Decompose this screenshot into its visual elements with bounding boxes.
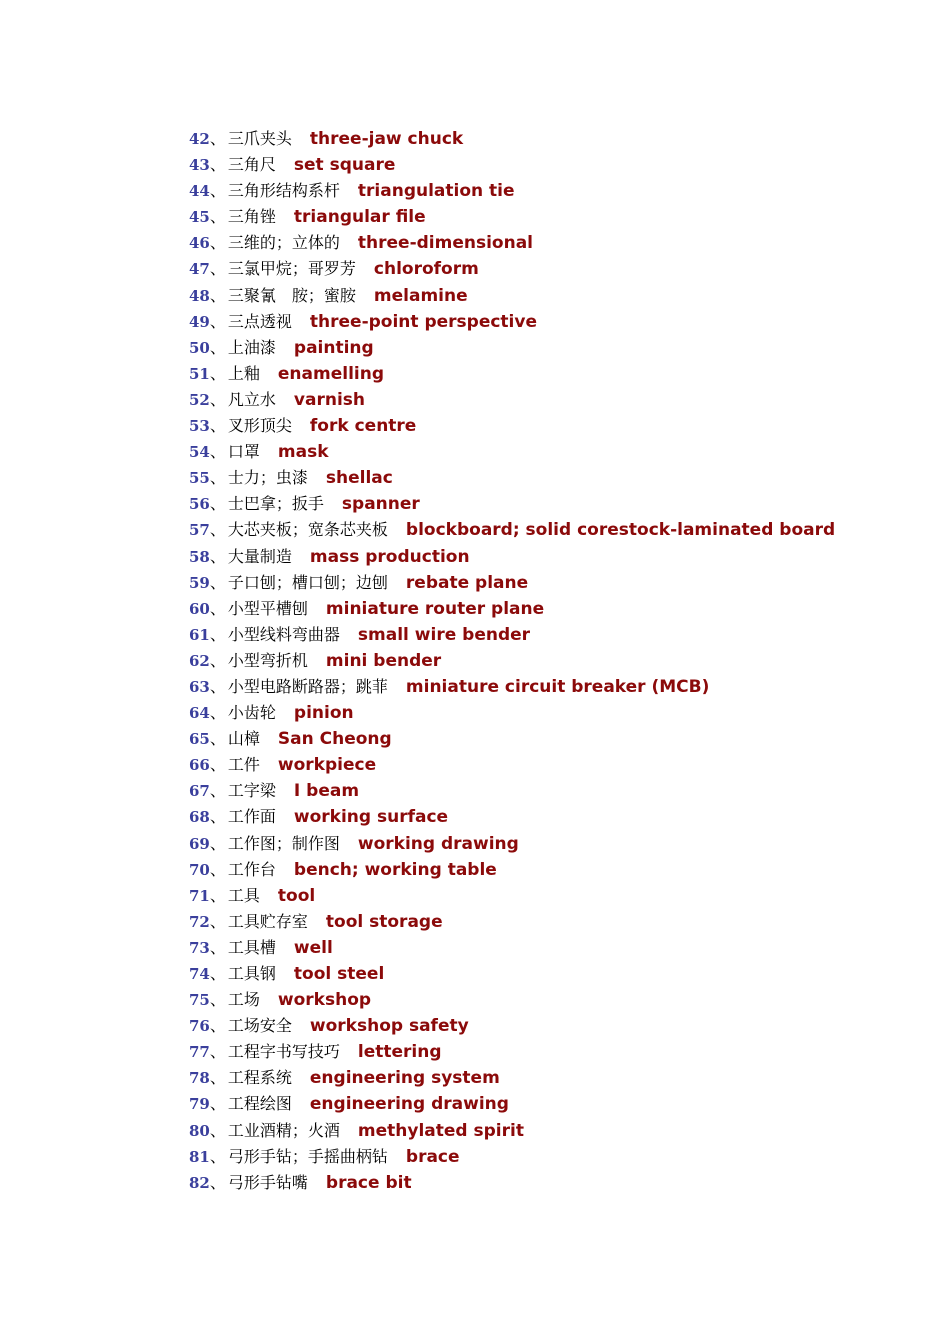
glossary-entry: [189, 987, 929, 1013]
entry-english-term: pinion: [293, 703, 354, 724]
entry-separator: 、: [209, 807, 226, 827]
entry-chinese-term: 上油漆: [227, 337, 276, 357]
glossary-entry: [189, 1118, 929, 1144]
glossary-entry: [189, 335, 929, 361]
entry-english-term: three-dimensional: [357, 233, 534, 254]
entry-english-term: blockboard; solid corestock-laminated board: [405, 520, 836, 541]
entry-chinese-term: 工场安全: [227, 1016, 292, 1036]
glossary-entry: [189, 1039, 929, 1065]
entry-chinese-term: 三聚氰 胺；蜜胺: [227, 285, 356, 305]
glossary-entry: [189, 935, 929, 961]
entry-english-term: mass production: [309, 546, 470, 567]
entry-number: 60: [189, 599, 210, 618]
entry-separator: 、: [209, 337, 226, 357]
entry-english-term: working surface: [293, 807, 449, 828]
entry-number: 58: [189, 547, 210, 566]
entry-chinese-term: 三爪夹头: [227, 129, 292, 148]
entry-number: 74: [189, 965, 210, 983]
glossary-entry: [189, 1091, 929, 1117]
entry-separator: 、: [209, 1146, 226, 1166]
glossary-entry: [189, 309, 929, 335]
entry-english-term: working drawing: [357, 833, 519, 854]
entry-number: 53: [189, 417, 210, 436]
entry-chinese-term: 大量制造: [227, 546, 292, 566]
entry-separator: 、: [209, 494, 226, 514]
entry-english-term: workshop safety: [309, 1016, 469, 1037]
entry-english-term: miniature router plane: [325, 598, 545, 619]
entry-english-term: shellac: [325, 468, 393, 489]
entry-chinese-term: 工场: [227, 990, 260, 1010]
glossary-entry: [189, 961, 929, 987]
entry-number: 52: [189, 390, 210, 409]
entry-separator: 、: [209, 755, 226, 775]
glossary-entry: [189, 465, 929, 491]
glossary-entry: [189, 230, 929, 256]
entry-number: 44: [189, 182, 210, 201]
glossary-entry: [189, 857, 929, 883]
glossary-entry: [189, 152, 929, 178]
entry-separator: 、: [209, 729, 226, 749]
entry-number: 78: [189, 1069, 210, 1088]
entry-separator: 、: [209, 781, 226, 801]
glossary-entry: [189, 909, 929, 935]
entry-number: 56: [189, 495, 210, 514]
entry-chinese-term: 小型弯折机: [227, 650, 308, 670]
entry-chinese-term: 三角形结构系杆: [227, 181, 340, 201]
glossary-entry: [189, 361, 929, 387]
entry-separator: 、: [209, 155, 226, 175]
entry-chinese-term: 山樟: [227, 729, 260, 749]
entry-english-term: three-jaw chuck: [309, 129, 464, 149]
entry-separator: 、: [209, 911, 226, 931]
glossary-entry: [189, 752, 929, 778]
glossary-list: [189, 126, 929, 1196]
entry-chinese-term: 上釉: [227, 363, 260, 383]
entry-number: 45: [189, 208, 210, 227]
entry-number: 81: [189, 1147, 210, 1166]
glossary-entry: [189, 517, 929, 543]
glossary-entry: [189, 1170, 929, 1196]
entry-number: 51: [189, 364, 210, 383]
entry-separator: 、: [209, 1094, 226, 1114]
glossary-entry: [189, 883, 929, 909]
entry-separator: 、: [209, 520, 226, 540]
entry-english-term: tool storage: [325, 911, 443, 932]
glossary-entry: [189, 570, 929, 596]
glossary-entry: [189, 283, 929, 309]
glossary-entry: [189, 491, 929, 517]
entry-chinese-term: 工作台: [227, 859, 276, 879]
entry-number: 64: [189, 704, 210, 723]
entry-separator: 、: [209, 129, 226, 148]
entry-number: 47: [189, 260, 210, 279]
entry-english-term: San Cheong: [277, 729, 392, 750]
entry-chinese-term: 三氯甲烷；哥罗芳: [227, 259, 356, 279]
entry-chinese-term: 工作面: [227, 807, 276, 827]
entry-english-term: brace bit: [325, 1172, 412, 1193]
entry-number: 82: [189, 1173, 210, 1192]
glossary-entry: [189, 1013, 929, 1039]
entry-english-term: workshop: [277, 990, 372, 1011]
entry-chinese-term: 三点透视: [227, 311, 292, 331]
entry-english-term: mask: [277, 442, 329, 463]
entry-separator: 、: [209, 442, 226, 462]
glossary-entry: [189, 1144, 929, 1170]
entry-separator: 、: [209, 964, 226, 983]
entry-number: 66: [189, 756, 210, 775]
entry-english-term: enamelling: [277, 363, 385, 384]
entry-number: 69: [189, 834, 210, 853]
entry-chinese-term: 小型平槽刨: [227, 598, 308, 618]
entry-number: 61: [189, 625, 210, 644]
entry-separator: 、: [209, 703, 226, 723]
entry-chinese-term: 士力；虫漆: [227, 468, 308, 488]
entry-chinese-term: 工程绘图: [227, 1094, 292, 1114]
entry-separator: 、: [209, 363, 226, 383]
entry-number: 63: [189, 677, 210, 696]
entry-number: 59: [189, 573, 210, 592]
entry-english-term: rebate plane: [405, 572, 529, 593]
entry-separator: 、: [209, 833, 226, 853]
entry-number: 68: [189, 808, 210, 827]
glossary-entry: [189, 413, 929, 439]
entry-english-term: mini bender: [325, 650, 442, 671]
glossary-entry: [189, 778, 929, 804]
entry-number: 71: [189, 886, 210, 905]
glossary-entry: [189, 178, 929, 204]
entry-number: 54: [189, 443, 210, 462]
entry-chinese-term: 三角尺: [227, 155, 276, 175]
glossary-entry: [189, 126, 929, 152]
entry-separator: 、: [209, 1042, 226, 1062]
entry-number: 46: [189, 234, 210, 253]
glossary-entry: [189, 596, 929, 622]
entry-chinese-term: 凡立水: [227, 389, 276, 409]
entry-chinese-term: 小齿轮: [227, 703, 276, 723]
entry-english-term: workpiece: [277, 755, 377, 776]
entry-chinese-term: 工作图；制作图: [227, 833, 340, 853]
entry-separator: 、: [209, 259, 226, 279]
entry-separator: 、: [209, 624, 226, 644]
glossary-entry: [189, 1065, 929, 1091]
entry-separator: 、: [209, 181, 226, 201]
entry-separator: 、: [209, 311, 226, 331]
glossary-entry: [189, 544, 929, 570]
entry-number: 62: [189, 651, 210, 670]
entry-number: 48: [189, 286, 210, 305]
entry-chinese-term: 小型线料弯曲器: [227, 624, 340, 644]
glossary-entry: [189, 439, 929, 465]
entry-english-term: melamine: [373, 285, 468, 306]
entry-separator: 、: [209, 937, 226, 957]
entry-english-term: brace: [405, 1146, 460, 1167]
entry-number: 75: [189, 991, 210, 1010]
entry-english-term: triangular file: [293, 207, 426, 228]
entry-english-term: engineering drawing: [309, 1094, 509, 1115]
entry-chinese-term: 工具槽: [227, 937, 276, 957]
glossary-entry: [189, 256, 929, 282]
entry-number: 79: [189, 1095, 210, 1114]
entry-english-term: fork centre: [309, 416, 417, 437]
entry-separator: 、: [209, 546, 226, 566]
entry-number: 57: [189, 521, 210, 540]
entry-english-term: small wire bender: [357, 624, 531, 645]
entry-english-term: methylated spirit: [357, 1120, 524, 1141]
entry-separator: 、: [209, 990, 226, 1010]
glossary-entry: [189, 648, 929, 674]
entry-separator: 、: [209, 885, 226, 905]
entry-chinese-term: 士巴拿；扳手: [227, 494, 324, 514]
entry-separator: 、: [209, 389, 226, 409]
entry-number: 65: [189, 730, 210, 749]
entry-number: 43: [189, 156, 210, 175]
entry-english-term: I beam: [293, 781, 360, 802]
glossary-entry: [189, 700, 929, 726]
entry-chinese-term: 口罩: [227, 442, 260, 462]
entry-number: 67: [189, 782, 210, 801]
entry-chinese-term: 工具贮存室: [227, 911, 308, 931]
entry-english-term: well: [293, 937, 333, 958]
entry-english-term: bench; working table: [293, 859, 497, 880]
entry-english-term: painting: [293, 337, 374, 358]
entry-chinese-term: 三维的；立体的: [227, 233, 340, 253]
entry-number: 70: [189, 860, 210, 879]
glossary-entry: [189, 726, 929, 752]
entry-chinese-term: 大芯夹板；宽条芯夹板: [227, 520, 388, 540]
entry-chinese-term: 工业酒精；火酒: [227, 1120, 340, 1140]
entry-separator: 、: [209, 468, 226, 488]
entry-separator: 、: [209, 416, 226, 436]
entry-separator: 、: [209, 1016, 226, 1036]
entry-number: 55: [189, 469, 210, 488]
entry-separator: 、: [209, 598, 226, 618]
glossary-entry: [189, 674, 929, 700]
entry-chinese-term: 小型电路断路器；跳菲: [227, 676, 388, 696]
entry-english-term: lettering: [357, 1042, 442, 1063]
entry-number: 72: [189, 912, 210, 931]
entry-english-term: set square: [293, 155, 396, 176]
entry-chinese-term: 叉形顶尖: [227, 416, 292, 436]
entry-chinese-term: 工程系统: [227, 1068, 292, 1088]
entry-number: 49: [189, 312, 210, 331]
entry-number: 73: [189, 938, 210, 957]
entry-separator: 、: [209, 207, 226, 227]
entry-english-term: varnish: [293, 389, 365, 410]
entry-number: 50: [189, 338, 210, 357]
entry-english-term: triangulation tie: [357, 181, 515, 202]
entry-number: 80: [189, 1121, 210, 1140]
entry-english-term: spanner: [341, 494, 420, 515]
entry-chinese-term: 工具: [227, 885, 260, 905]
entry-number: 76: [189, 1017, 210, 1036]
entry-chinese-term: 工程字书写技巧: [227, 1042, 340, 1062]
glossary-entry: [189, 204, 929, 230]
entry-separator: 、: [209, 572, 226, 592]
glossary-entry: [189, 387, 929, 413]
entry-chinese-term: 子口刨；槽口刨；边刨: [227, 572, 388, 592]
entry-separator: 、: [209, 650, 226, 670]
entry-chinese-term: 三角锉: [227, 207, 276, 227]
entry-number: 42: [189, 130, 210, 148]
glossary-entry: [189, 804, 929, 830]
entry-separator: 、: [209, 1068, 226, 1088]
entry-number: 77: [189, 1043, 210, 1062]
entry-separator: 、: [209, 285, 226, 305]
entry-chinese-term: 弓形手钻嘴: [227, 1172, 308, 1192]
entry-separator: 、: [209, 1120, 226, 1140]
entry-english-term: miniature circuit breaker (MCB): [405, 676, 710, 697]
entry-separator: 、: [209, 676, 226, 696]
entry-english-term: tool: [277, 885, 316, 906]
entry-chinese-term: 工件: [227, 755, 260, 775]
entry-separator: 、: [209, 233, 226, 253]
entry-separator: 、: [209, 859, 226, 879]
entry-english-term: three-point perspective: [309, 311, 537, 332]
entry-english-term: tool steel: [293, 964, 385, 984]
entry-separator: 、: [209, 1172, 226, 1192]
entry-chinese-term: 工具钢: [227, 964, 276, 983]
entry-english-term: engineering system: [309, 1068, 500, 1089]
entry-chinese-term: 弓形手钻；手摇曲柄钻: [227, 1146, 388, 1166]
entry-english-term: chloroform: [373, 259, 479, 280]
glossary-entry: [189, 622, 929, 648]
entry-chinese-term: 工字梁: [227, 781, 276, 801]
glossary-entry: [189, 831, 929, 857]
